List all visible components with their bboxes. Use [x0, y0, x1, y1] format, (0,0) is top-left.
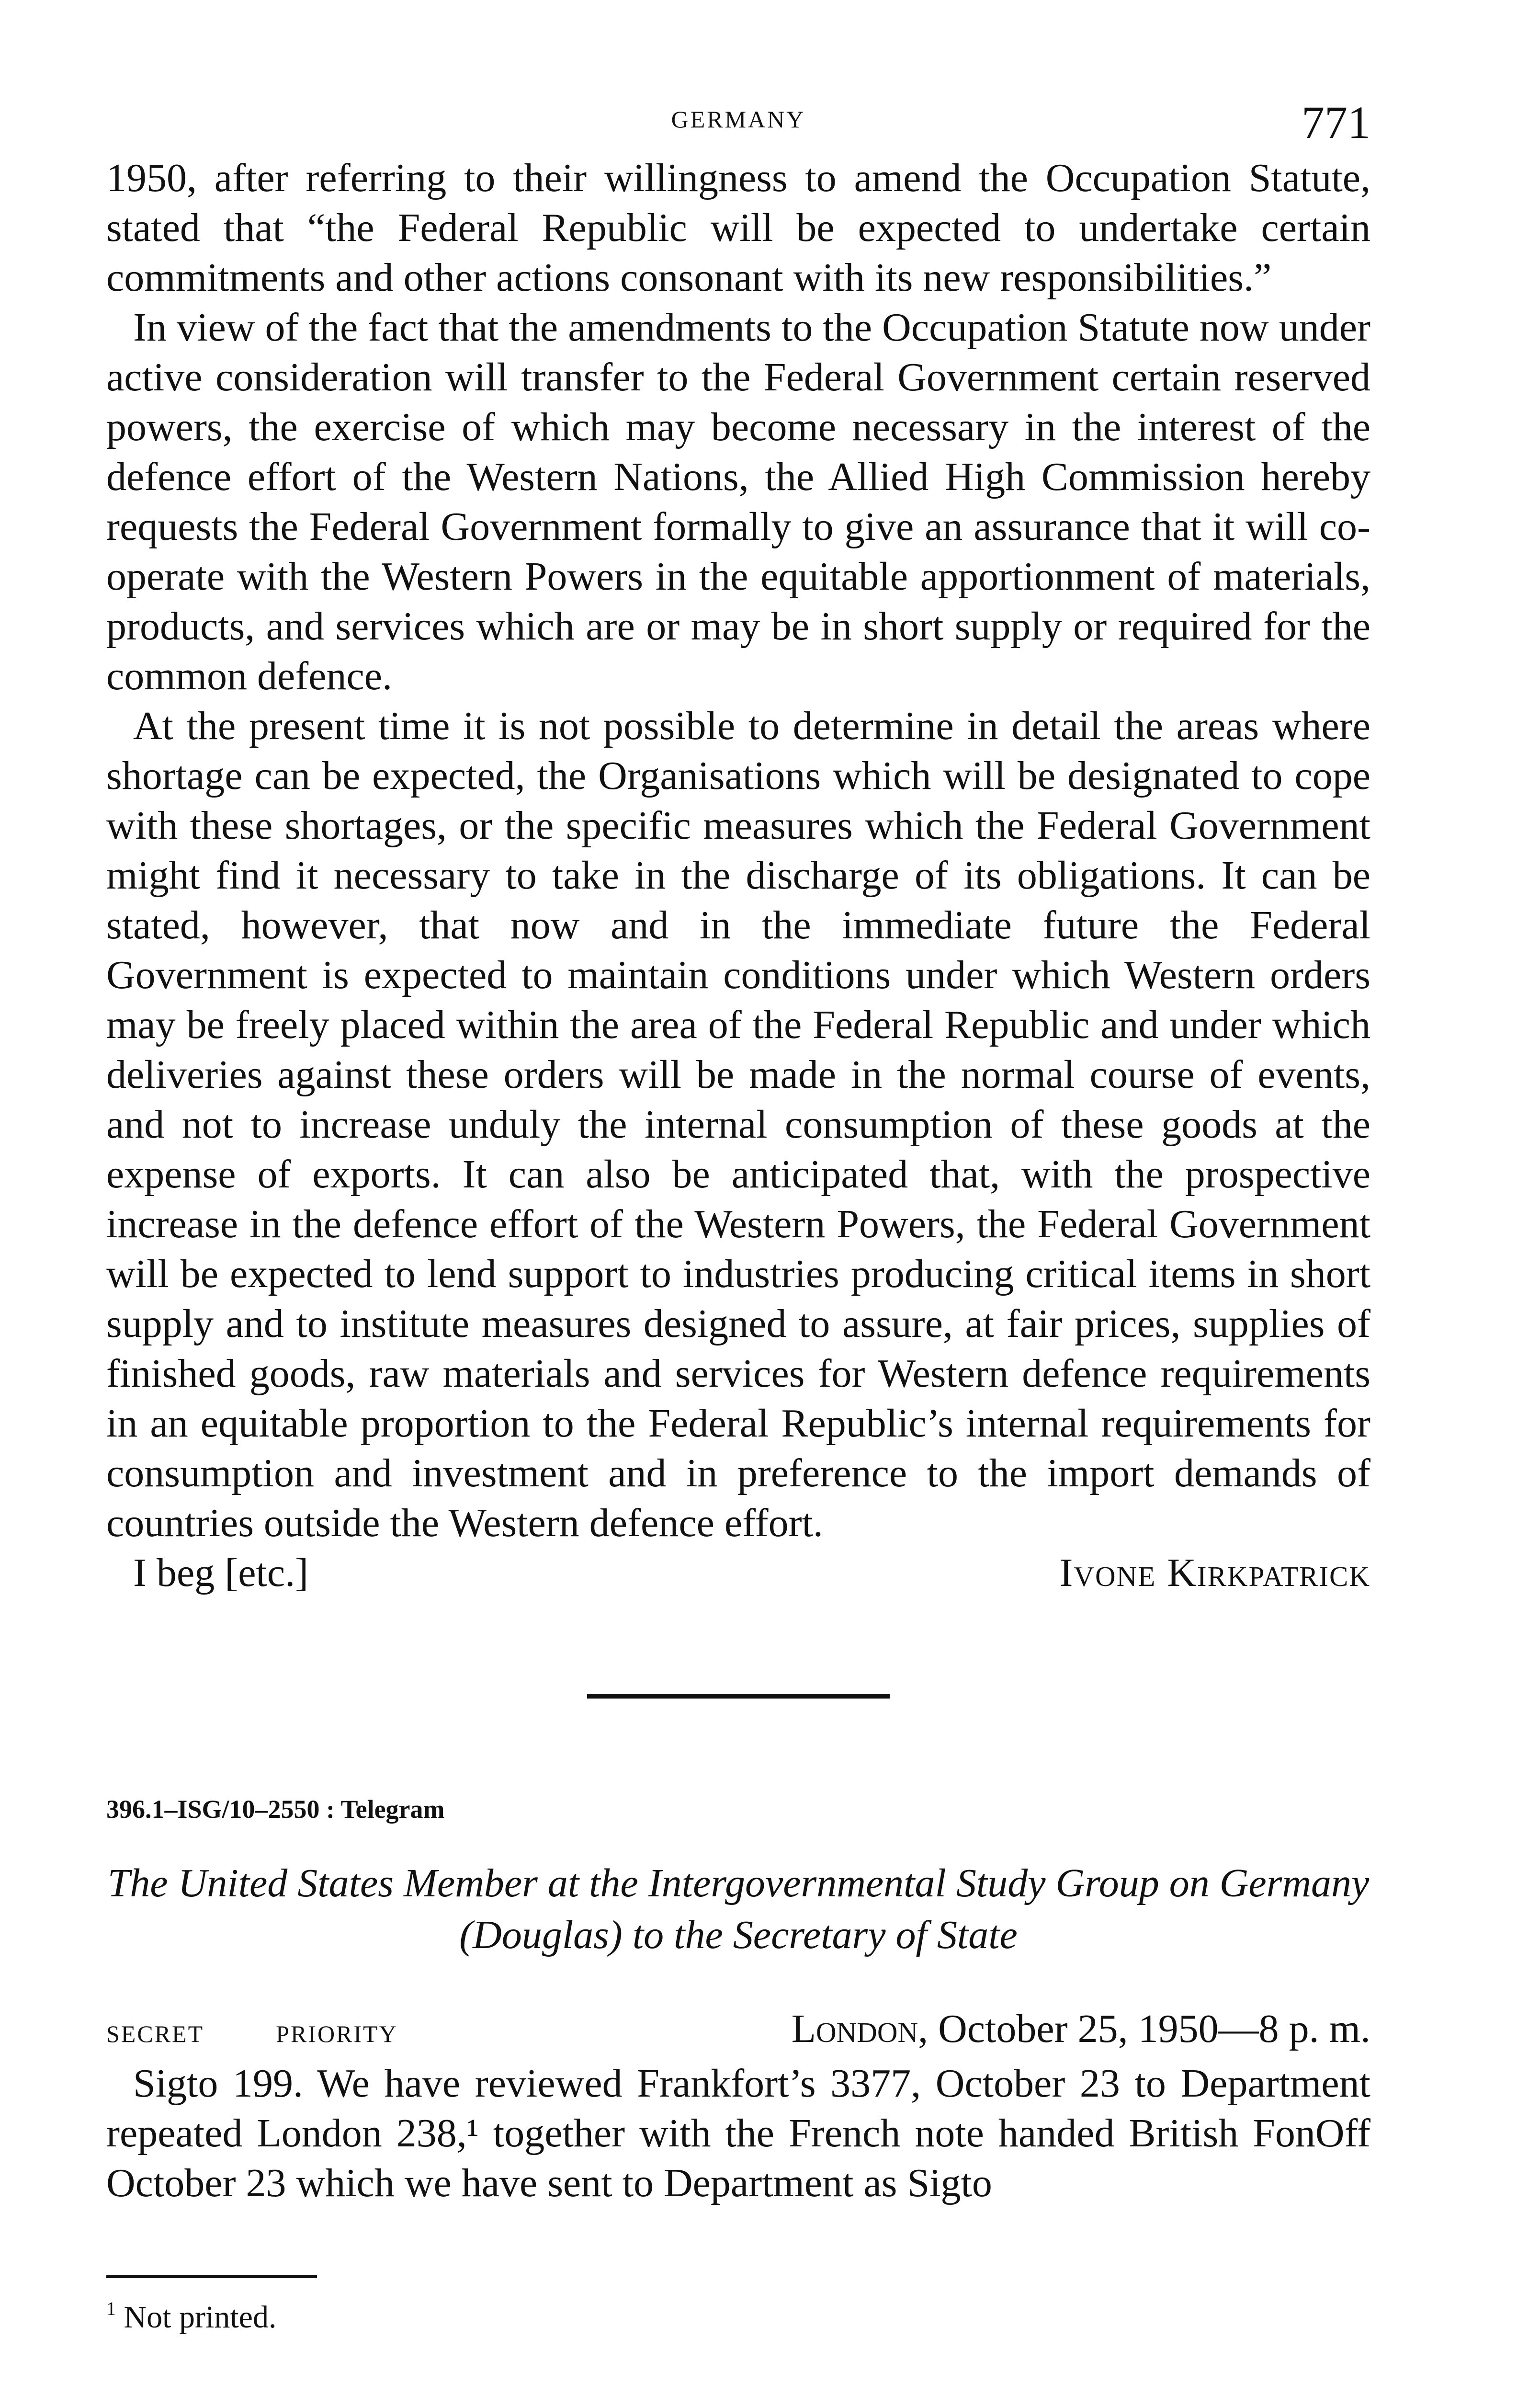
closing-formula: I beg [etc.] [133, 1551, 309, 1595]
footnote-marker: 1 [106, 2298, 116, 2319]
signature: Ivone Kirkpatrick [1059, 1551, 1370, 1595]
document-title: The United States Member at the Intergovernmental Study Group on Germany (Douglas) to the Secretary of State [107, 1861, 1370, 1957]
letter-paragraph-1: 1950, after referring to their willingness to amend the Occupation Statute, stated that “the Federal Republic will be expected to undertake certain commitments and other actions consonant with its new responsibilities.” [106, 156, 1370, 300]
date-time: , October 25, 1950—8 p. m. [918, 2007, 1370, 2051]
letter-paragraph-2: In view of the fact that the amendments to the Occupation Statute now under active consideration will transfer to the Federal Government certain reserved powers, the exercise of which may become necessary in the interest of the defence effort of the Western Nations, the Allied High Commission hereby requests the Federal Government formally to give an assurance that it will co-operate with the Western Powers in the equitable apportionment of materials, products, and services which are or may be in short supply or required for the common defence. [106, 305, 1370, 698]
page-number: 771 [1302, 97, 1370, 148]
telegram-body [106, 2059, 1370, 2208]
footnote-text: Not printed. [124, 2300, 277, 2335]
running-head: GERMANY [671, 106, 806, 133]
letter-paragraph-3: At the present time it is not possible to determine in detail the areas where shortage can be expected, the Organisations which will be designated to cope with these shortages, or the specific measures which the Federal Government might find it necessary to take in the discharge of its obligations. It can be stated, however, that now and in the immediate future the Federal Government is expected to maintain conditions under which Western orders may be freely placed within the area of the Federal Republic and under which deliveries against these orders will be made in the normal course of events, and not to increase unduly the internal consumption of these goods at the expense of exports. It can also be anticipated that, with the prospective increase in the defence effort of the Western Powers, the Federal Government will be expected to lend support to industries producing critical items in short supply and to institute measures designed to assure, at fair prices, supplies of finished goods, raw materials and services for Western defence requirements in an equitable proportion to the Federal Republic’s internal requirements for consumption and investment and in preference to the import demands of countries outside the Western defence effort. [106, 704, 1370, 1545]
precedence-marking: PRIORITY [276, 2020, 398, 2047]
footnote [106, 2297, 1370, 2336]
section-divider [587, 1694, 890, 1699]
footnote-divider [106, 2275, 317, 2278]
dateline [106, 2004, 1370, 2059]
telegram-paragraph: Sigto 199. We have reviewed Frankfort’s 3377, October 23 to Department repeated London 238,¹ together with the French note handed British FonOff October 23 which we have sent to Department as Sigto [106, 2061, 1370, 2205]
page-header [106, 96, 1370, 153]
place: London [791, 2007, 918, 2051]
letter-closing [106, 1548, 1370, 1598]
place-and-date [792, 2004, 1370, 2054]
file-code: 396.1–ISG/10–2550 : Telegram [106, 1795, 445, 1824]
document-page [106, 96, 1370, 2336]
letter-body [106, 153, 1370, 1548]
classification-marking: SECRET [106, 2020, 204, 2047]
